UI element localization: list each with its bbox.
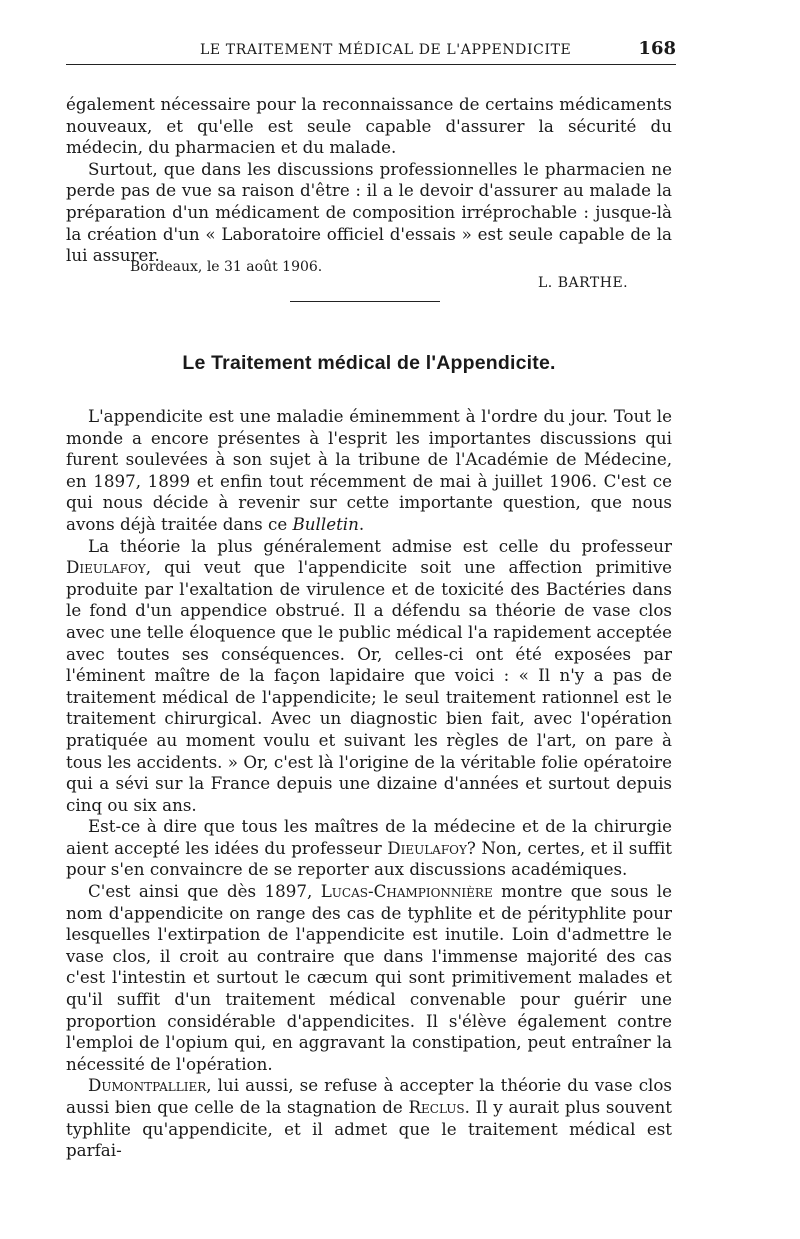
person-name: Dieulafoy: [387, 837, 467, 858]
paragraph-text: La théorie la plus généralement admise est celle du professeur: [88, 535, 672, 556]
paragraph-text: montre que sous le nom d'appendicite on range des cas de typhlite et de pérityphlite pour lesquelles l'extirpation de l'appendicite est inutile. Loin d'admettre le vase clos, il croit au contraire que dans l'immense majorité des cas c'est l'intestin et surtout le cæcum qui sont primitivement malades et qu'il suffit d'un traitement médical convenable pour guérir une proportion considérable d'appendicites. Il s'élève également contre l'emploi de l'opium qui, en aggravant la constipation, peut entraîner la nécessité de l'opération.: [66, 881, 672, 1074]
running-title: LE TRAITEMENT MÉDICAL DE L'APPENDICITE: [200, 42, 572, 58]
signoff-date: Bordeaux, le 31 août 1906.: [130, 259, 323, 275]
person-name: Dieulafoy: [66, 557, 146, 578]
intro-paragraph-1: également nécessaire pour la reconnaissance de certains médicaments nouveaux, et qu'elle est seule capable d'assurer la sécurité du médecin, du pharmacien et du malade.: [66, 94, 672, 158]
person-name: Reclus: [408, 1097, 465, 1117]
paragraph-text: C'est ainsi que dès 1897,: [88, 881, 321, 902]
intro-section: [66, 94, 672, 267]
paragraph-text: . Il y aurait plus souvent typhlite qu'appendicite, et il admet que le traitement médical est parfai-: [66, 1097, 673, 1161]
journal-name: Bulletin: [292, 513, 359, 534]
paragraph-text: .: [358, 513, 365, 534]
paragraph-text: L'appendicite est une maladie éminemment à l'ordre du jour. Tout le monde a encore présentes à l'esprit les importantes discussions qui furent soulevées à son sujet à la tribune de l'Académie de Médecine, en 1897, 1899 et enfin tout récemment de mai à juillet 1906. C'est ce qui nous décide à revenir sur cette importante question, que nous avons déjà traitée dans ce: [66, 406, 672, 534]
page-header: [66, 38, 676, 65]
article-paragraph-4: [66, 881, 672, 1075]
signoff-author: L. BARTHE.: [538, 275, 629, 291]
paragraph-text: ? Non, certes, et il suffit pour s'en convaincre de se reporter aux discussions académiques.: [66, 837, 672, 880]
person-name: Dumontpallier: [88, 1075, 207, 1096]
paragraph-text: Est-ce à dire que tous les maîtres de la médecine et de la chirurgie aient accepté les idées du professeur: [66, 816, 672, 858]
intro-paragraph-2: Surtout, que dans les discussions professionnelles le pharmacien ne perde pas de vue sa raison d'être : il a le devoir d'assurer au malade la préparation d'un médicament de composition irréprochable : jusque-là la création d'un « Laboratoire officiel d'essais » est seule capable de la lui assurer.: [66, 158, 672, 266]
page-number: 168: [638, 38, 676, 59]
article-paragraph-1: [66, 406, 672, 536]
article-paragraph-2: [66, 536, 672, 817]
section-divider: [290, 301, 440, 302]
article-body: [66, 406, 672, 1162]
paragraph-text: , qui veut que l'appendicite soit une affection primitive produite par l'exaltation de virulence et de toxicité des Bactéries dans le fond d'un appendice obstrué. Il a défendu sa théorie de vase clos avec une telle éloquence que le public médical l'a rapidement acceptée avec toutes ses conséquences. Or, celles-ci ont été exposées par l'éminent maître de la façon lapidaire que voici : « Il n'y a pas de traitement médical de l'appendicite; le seul traitement rationnel est le traitement chirurgical. Avec un diagnostic bien fait, avec l'opération pratiquée au moment voulu et suivant les règles de l'art, on pare à tous les accidents. » Or, c'est là l'origine de la véritable folie opératoire qui a sévi sur la France depuis une dizaine d'années et surtout depuis cinq ou six ans.: [66, 557, 672, 815]
article-title: Le Traitement médical de l'Appendicite.: [182, 352, 556, 374]
article-paragraph-3: [66, 816, 672, 881]
person-name: Lucas-Championnière: [320, 881, 493, 902]
article-paragraph-5: [66, 1075, 672, 1161]
paragraph-text: , lui aussi, se refuse à accepter la théorie du vase clos aussi bien que celle de la stagnation de: [66, 1075, 672, 1117]
